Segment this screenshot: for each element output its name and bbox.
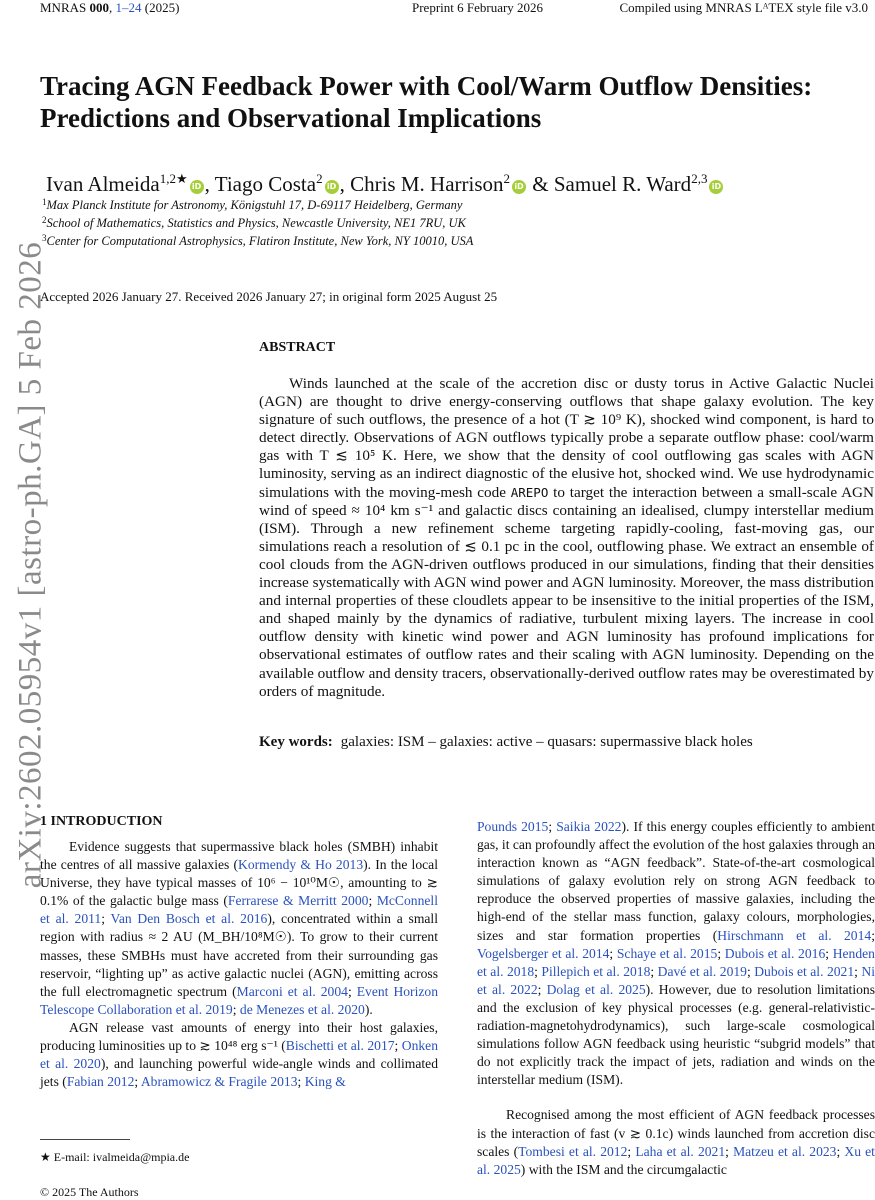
citation-link[interactable]: Schaye et al. 2015 [616,945,718,961]
copyright: © 2025 The Authors [40,1185,139,1199]
section-heading: 1 INTRODUCTION [40,814,163,829]
citation-link[interactable]: Ni et al. 2022 [477,963,875,997]
citation-link[interactable]: Pillepich et al. 2018 [541,963,651,979]
citation-link[interactable]: Dubois et al. 2016 [724,945,826,961]
code-name: AREPO [510,484,549,500]
arxiv-sidebar [12,240,49,890]
citation-link[interactable]: McConnell et al. 2011 [40,893,438,927]
paragraph: Recognised among the most efficient of AGN feedback processes is the interaction of fast (v ≳ 0.1c) winds launched from accretion disc scales (Tombesi et al. 2012; Laha et al. 2021; Matzeu et al. 2023; Xu et al. 2025) with the ISM and the circumgalactic [477,1107,875,1177]
citation-link[interactable]: Kormendy & Ho 2013 [238,857,364,873]
citation-link[interactable]: Van Den Bosch et al. 2016 [110,911,268,927]
pages-link[interactable]: 1–24 [115,0,142,15]
arxiv-id: arXiv:2602.05954v1 [astro-ph.GA] 5 Feb 2026 [12,241,49,889]
citation-link[interactable]: King & [304,1074,346,1090]
journal-header: MNRAS 000, 1–24 (2025) [40,0,180,15]
star-icon: ★ [40,1150,51,1164]
footnote: ★ E-mail: ivalmeida@mpia.de [40,1150,190,1164]
orcid-icon[interactable]: iD [512,180,526,194]
accepted-dates: Accepted 2026 January 27. Received 2026 January 27; in original form 2025 August 25 [40,289,498,304]
paper-title: Tracing AGN Feedback Power with Cool/Warm Outflow Densities: Predictions and Observational Implications [40,71,813,133]
abstract-body: Winds launched at the scale of the accretion disc or dusty torus in Active Galactic Nuclei (AGN) are thought to drive energy-conserving outflows that shape galaxy evolution. The key signature of such outflows, the presence of a hot (T ≳ 10⁹ K), shocked wind component, is hard to detect directly. Observations of AGN outflows typically probe a separate outflow phase: cool/warm gas with T ≲ 10⁵ K. Here, we show that the density of cool outflowing gas scales with AGN luminosity, serving as an indirect diagnostic of the elusive hot, shocked wind. We use hydrodynamic simulations with the moving-mesh code AREPO to target the interaction between a small-scale AGN wind of speed ≈ 10⁴ km s⁻¹ and galactic discs containing an idealised, clumpy interstellar medium (ISM). Through a new refinement scheme targeting rapidly-cooling, fast-moving gas, our simulations reach a resolution of ≲ 0.1 pc in the cool, outflowing phase. We extract an ensemble of cool clouds from the AGN-driven outflows produced in our simulations, finding that their densities increase systematically with AGN wind power and AGN luminosity. Moreover, the mass distribution and internal properties of these cloudlets appear to be insensitive to the initial properties of the ISM, and shaped mainly by the dynamics of radiative, turbulent mixing layers. The increase in cool outflow density with kinetic wind power and AGN luminosity has profound implications for observational estimates of outflow rates and their scaling with AGN luminosity. Depending on the available outflow and density tracers, observationally-derived outflow rates may be overestimated by orders of magnitude. [259,375,874,700]
citation-link[interactable]: Pounds 2015 [477,819,549,834]
affiliation: $^2$School of Mathematics, Statistics and Physics, Newcastle University, NE1 7RU, UK [42,215,466,230]
intro-column-left [40,838,438,1091]
citation-link[interactable]: Fabian 2012 [66,1074,135,1090]
affiliation: $^1$Max Planck Institute for Astronomy, Königstuhl 17, D-69117 Heidelberg, Germany [42,197,463,212]
citation-link[interactable]: Laha et al. 2021 [635,1143,726,1159]
paragraph: AGN release vast amounts of energy into their host galaxies, producing luminosities up to ≳ 10⁴⁸ erg s⁻¹ (Bischetti et al. 2017; Onken et al. 2020), and launching powerful wide-angle winds and collimated jets (Fabian 2012; Abramowicz & Fragile 2013; King & [40,1019,438,1090]
paragraph: Evidence suggests that supermassive black holes (SMBH) inhabit the centres of all massive galaxies (Kormendy & Ho 2013). In the local Universe, they have typical masses of 10⁶ − 10¹⁰M☉, amounting to ≳ 0.1% of the galactic bulge mass (Ferrarese & Merritt 2000; McConnell et al. 2011; Van Den Bosch et al. 2016), concentrated within a small region with radius ≈ 2 AU (M_BH/10⁸M☉). To grow to their current masses, these SMBHs must have accreted from their surrounding gas reservoir, “lighting up” as active galactic nuclei (AGN), emitting across the full electromagnetic spectrum (Marconi et al. 2004; Event Horizon Telescope Collaboration et al. 2019; de Menezes et al. 2020). [40,839,438,1017]
citation-link[interactable]: Saikia 2022 [556,819,622,834]
orcid-icon[interactable]: iD [190,180,204,194]
citation-link[interactable]: Hirschmann et al. 2014 [717,927,872,943]
paragraph: Pounds 2015; Saikia 2022). If this energy couples efficiently to ambient gas, it can profoundly affect the evolution of the host galaxies through an interaction known as “AGN feedback”. State-of-the-art cosmological simulations of galaxy evolution rely on strong AGN feedback to reproduce the observed properties of massive galaxies, including the high-end of the stellar mass function, galaxy colours, morphologies, sizes and star formation properties (Hirschmann et al. 2014; Vogelsberger et al. 2014; Schaye et al. 2015; Dubois et al. 2016; Henden et al. 2018; Pillepich et al. 2018; Davé et al. 2019; Dubois et al. 2021; Ni et al. 2022; Dolag et al. 2025). However, due to resolution limitations and the exclusion of key physical processes (e.g. general-relativistic-radiation-magnetohydrodynamics), such large-scale cosmological simulations follow AGN feedback using heuristic “subgrid models” that do not explicitly track the impact of jets, radiation and winds on the interstellar medium (ISM). [477,819,875,1088]
orcid-icon[interactable]: iD [709,180,723,194]
compiled-note: Compiled using MNRAS LᴬTEX style file v3.0 [619,0,868,15]
citation-link[interactable]: Dubois et al. 2021 [754,963,855,979]
author-name: Ivan Almeida [46,172,160,196]
citation-link[interactable]: Matzeu et al. 2023 [733,1143,837,1159]
author-name: Chris M. Harrison [350,172,504,196]
citation-link[interactable]: Henden et al. 2018 [477,945,875,979]
orcid-icon[interactable]: iD [325,180,339,194]
footnote-rule [40,1139,130,1140]
affiliation: $^3$Center for Computational Astrophysics, Flatiron Institute, New York, NY 10010, USA [42,233,474,248]
keywords: Key words: galaxies: ISM – galaxies: active – quasars: supermassive black holes [259,734,753,750]
author-name: Tiago Costa [214,172,317,196]
citation-link[interactable]: Abramowicz & Fragile 2013 [140,1074,298,1090]
citation-link[interactable]: Marconi et al. 2004 [236,983,348,999]
intro-column-right [477,818,875,1179]
citation-link[interactable]: Dolag et al. 2025 [546,981,646,997]
author-list: Ivan Almeida$^{1,2★}$iD , Tiago Costa$^2$iD , Chris M. Harrison$^2$iD & Samuel R. Ward$^{2,3}$iD [46,171,724,197]
abstract-heading: ABSTRACT [259,340,336,355]
citation-link[interactable]: de Menezes et al. 2020 [239,1001,365,1017]
keywords-label: Key words: [259,734,333,750]
citation-link[interactable]: Davé et al. 2019 [657,963,747,979]
preprint-date: Preprint 6 February 2026 [412,0,544,15]
volume: 000 [89,0,109,15]
citation-link[interactable]: Vogelsberger et al. 2014 [477,945,610,961]
citation-link[interactable]: Bischetti et al. 2017 [285,1038,395,1054]
citation-link[interactable]: Onken et al. 2020 [40,1038,438,1072]
citation-link[interactable]: Xu et al. 2025 [477,1143,875,1177]
citation-link[interactable]: Ferrarese & Merritt 2000 [227,893,369,909]
citation-link[interactable]: Event Horizon Telescope Collaboration et al. 2019 [40,983,438,1017]
author-name: Samuel R. Ward [553,172,692,196]
citation-link[interactable]: Tombesi et al. 2012 [518,1143,628,1159]
